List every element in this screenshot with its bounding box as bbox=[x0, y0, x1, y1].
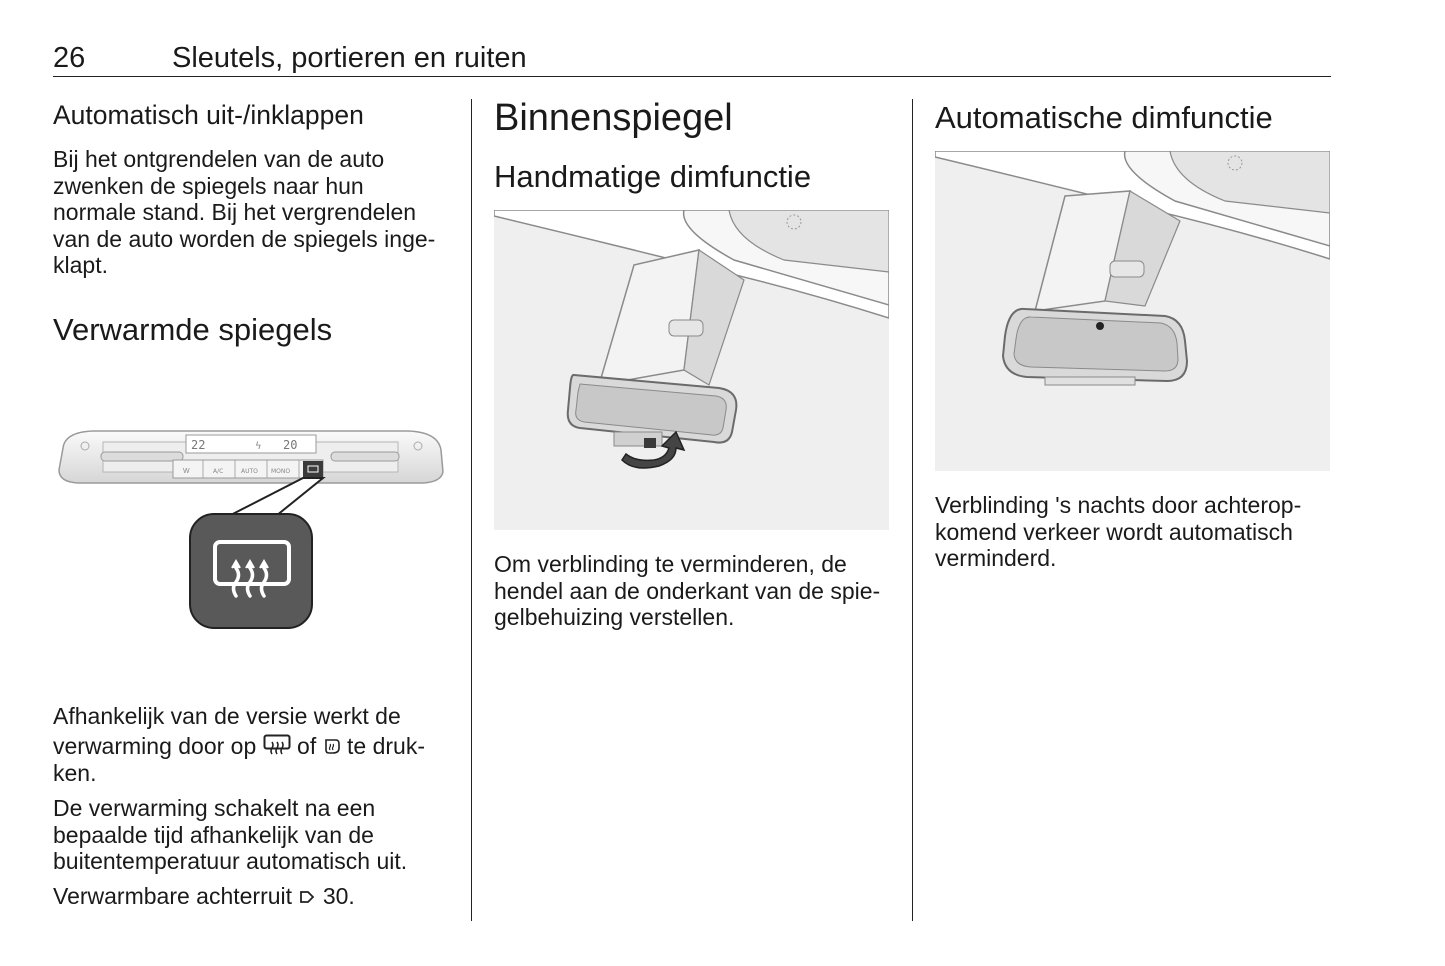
page-reference-link[interactable]: 30. bbox=[322, 883, 355, 909]
text-fragment: verwarming door op bbox=[53, 733, 257, 759]
temp-left-display: 22 bbox=[191, 438, 206, 452]
text-line: buitentemperatuur automatisch uit. bbox=[53, 848, 408, 875]
rear-window-defrost-icon bbox=[263, 734, 291, 762]
text-line: van de auto worden de spiegels inge‐ bbox=[53, 225, 436, 252]
text-line: Afhankelijk van de versie werkt de bbox=[53, 703, 401, 729]
text-line: verminderd. bbox=[935, 545, 1057, 572]
chapter-title: Sleutels, portieren en ruiten bbox=[172, 42, 527, 74]
manual-mirror-illustration bbox=[494, 210, 889, 530]
text-line: komend verkeer wordt automatisch bbox=[935, 518, 1293, 545]
page-header bbox=[53, 40, 1331, 77]
text-fragment: te druk‐ bbox=[347, 733, 425, 759]
column-divider bbox=[471, 99, 472, 921]
text-line: ken. bbox=[53, 760, 97, 786]
auto-button-label: AUTO bbox=[241, 468, 258, 475]
heading-heated-mirrors: Verwarmde spiegels bbox=[53, 312, 333, 347]
text-line: hendel aan de onderkant van de spie‐ bbox=[494, 577, 881, 604]
column-divider bbox=[912, 99, 913, 921]
heated-mirror-icon bbox=[323, 735, 341, 762]
text-line: bepaalde tijd afhankelijk van de bbox=[53, 821, 374, 848]
page-reference-arrow-icon bbox=[298, 885, 316, 912]
climate-panel-figure bbox=[53, 420, 448, 635]
text-line: gelbehuizing verstellen. bbox=[494, 604, 735, 631]
text-line: De verwarming schakelt na een bbox=[53, 795, 376, 821]
text-line: zwenken de spiegels naar hun bbox=[53, 172, 364, 199]
page-number: 26 bbox=[53, 42, 86, 74]
temp-right-display: 20 bbox=[283, 438, 298, 452]
ac-button-label: A/C bbox=[213, 468, 224, 475]
mono-button-label: MONO bbox=[271, 468, 291, 475]
heading-interior-mirror: Binnenspiegel bbox=[494, 97, 733, 139]
heading-automatic-dimming: Automatische dimfunctie bbox=[935, 100, 1273, 135]
text-line: klapt. bbox=[53, 252, 108, 279]
section-title-auto-fold: Automatisch uit-/inklappen bbox=[53, 100, 364, 130]
text-line: Verblinding 's nachts door achterop‐ bbox=[935, 492, 1302, 518]
heading-manual-dimming: Handmatige dimfunctie bbox=[494, 159, 812, 194]
fan-icon: ϟ bbox=[255, 441, 262, 452]
text-line: Bij het ontgrendelen van de auto bbox=[53, 146, 385, 172]
text-line: normale stand. Bij het vergrendelen bbox=[53, 199, 417, 226]
cross-reference-line bbox=[53, 883, 355, 912]
text-line-with-icons bbox=[53, 733, 425, 762]
text-fragment: of bbox=[297, 733, 317, 759]
automatic-mirror-illustration bbox=[935, 151, 1330, 471]
text-line: Om verblinding te verminderen, de bbox=[494, 551, 847, 577]
defrost-front-icon: W bbox=[183, 468, 190, 475]
manual-mirror-figure bbox=[494, 210, 889, 530]
text-fragment: Verwarmbare achterruit bbox=[53, 883, 293, 909]
climate-panel-illustration bbox=[53, 420, 448, 635]
automatic-mirror-figure bbox=[935, 151, 1330, 471]
